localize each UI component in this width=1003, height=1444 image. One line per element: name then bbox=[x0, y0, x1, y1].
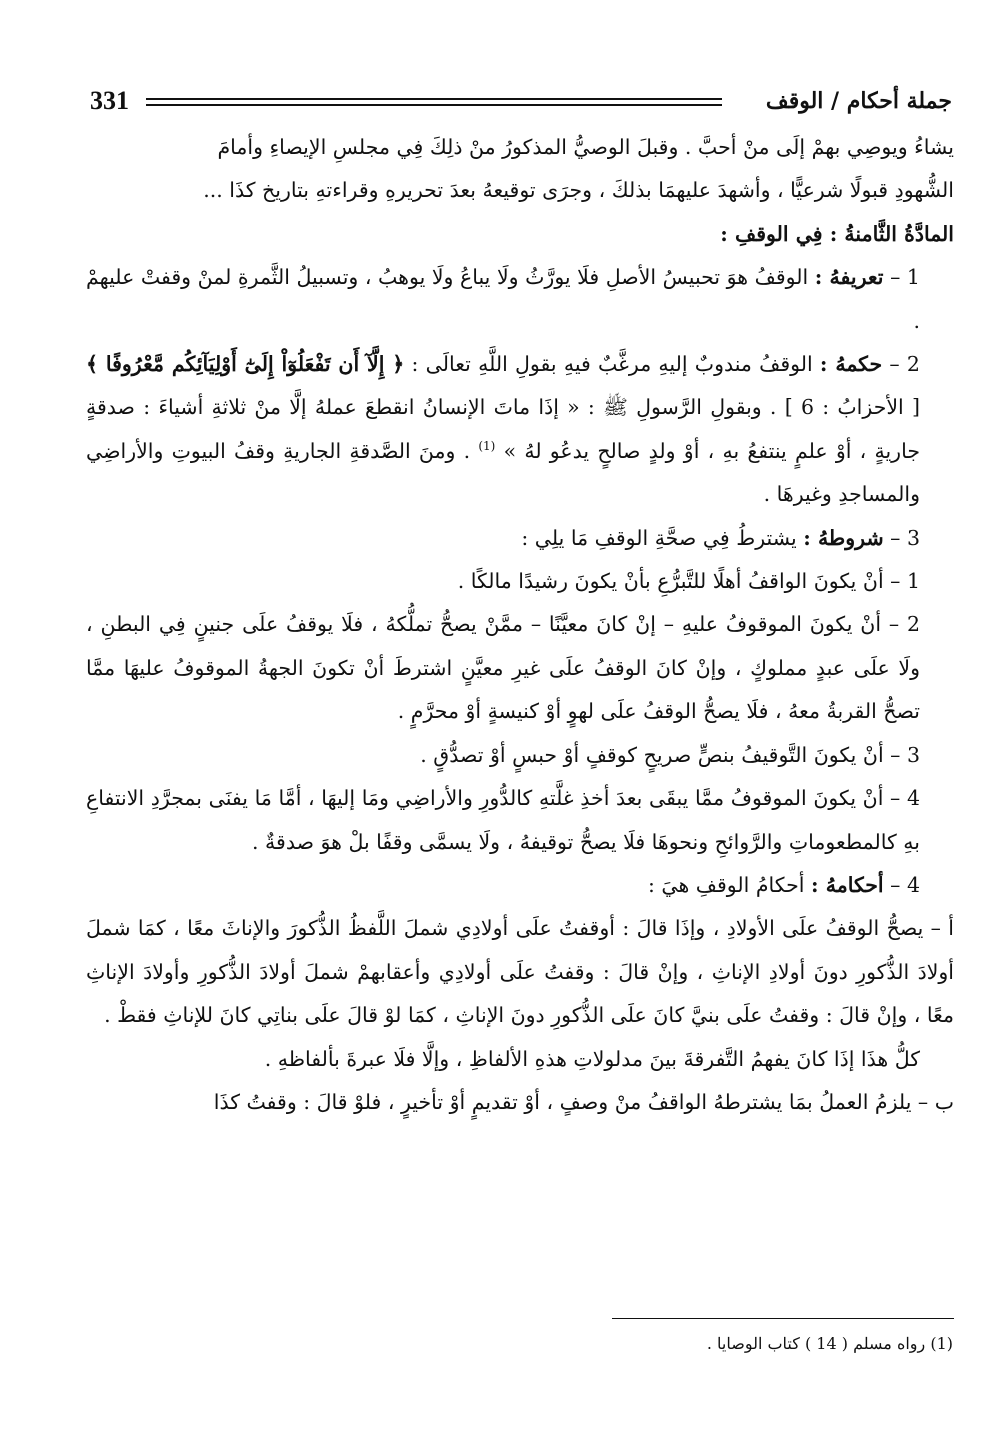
footnote-marker: (1) bbox=[478, 439, 496, 454]
footnote-separator bbox=[612, 1318, 954, 1319]
conditions-number: 3 – bbox=[890, 525, 920, 550]
quran-verse: ﴿ إِلَّآ أَن تَفْعَلُوٓاْ إِلَىٰٓ أَوْلِيَآئِكُم مَّعْرُوفًا ﴾ bbox=[86, 352, 405, 377]
ruling-text-3: . ومنَ الصَّدقةِ الجاريةِ وقفُ البيوتِ والأراضِي والمساجدِ وغيرهَا . bbox=[86, 438, 920, 507]
definition-number: 1 – bbox=[890, 265, 920, 290]
intro-line-2-text: الشُّهودِ قبولًا شرعيًّا ، وأشهدَ عليهمَا بذلكَ ، وجرَى توقيعهُ بعدَ تحريرهِ وقراءتهِ بتاريخ كذَا ... bbox=[203, 178, 954, 203]
rule-b: ب – يلزمُ العملُ بمَا يشترطهُ الواقفُ منْ وصفٍ ، أوْ تقديمٍ أوْ تأخيرٍ ، فلوْ قالَ : وقفتُ كذَا bbox=[213, 1089, 954, 1114]
ruling-text-2: . وبقولِ الرَّسولِ ﷺ : « إذَا ماتَ الإنسانُ انقطعَ عملهُ إلَّا منْ ثلاثةِ أشياءَ : صدقةٍ جاريةٍ ، أوْ علمٍ ينتفعُ بهِ ، أوْ ولدٍ صالحٍ يدعُو لهُ » bbox=[86, 395, 920, 463]
ruling-number: 2 – bbox=[889, 352, 920, 377]
ruling-text-1: الوقفُ مندوبٌ إليهِ مرغَّبٌ فيهِ بقولِ اللَّهِ تعالَى : bbox=[411, 352, 813, 377]
rules-text: أحكامُ الوقفِ هيَ : bbox=[647, 872, 805, 897]
condition-4: 4 – أنْ يكونَ الموقوفُ ممَّا يبقَى بعدَ أخذِ غلَّتهِ كالدُّورِ والأراضِي ومَا إليهَا ، أمَّا مَا يفنَى بمجرَّدِ الانتفاعِ بهِ كالمطعوماتِ والرَّوائحِ ونحوهَا فلَا يصحُّ توقيفهُ ، ولَا يسمَّى وقفًا بلْ هوَ صدقةٌ . bbox=[86, 786, 920, 854]
definition-label: تعريفهُ : bbox=[814, 265, 884, 290]
definition-text: الوقفُ هوَ تحبيسُ الأصلِ فلَا يورَّثُ ولَا يباعُ ولَا يوهبُ ، وتسبيلُ الثَّمرةِ لمنْ وقفتْ عليهمْ . bbox=[86, 265, 920, 333]
rules-label: أحكامهُ : bbox=[811, 872, 884, 897]
page-header bbox=[90, 86, 952, 122]
rule-a: أ – يصحُّ الوقفُ علَى الأولادِ ، وإذَا قالَ : أوقفتُ علَى أولادِي شملَ اللَّفظُ الذُّكورَ والإناثَ معًا ، كمَا شملَ أولادَ الذُّكورِ دونَ أولادِ الإناثِ ، وإنْ قالَ : وقفتُ علَى أولادِي وأعقابهمْ شملَ أولادَ الذُّكورِ وأولادَ الإناثِ معًا ، وإنْ قالَ : وقفتُ علَى بنيَّ كانَ علَى الذُّكورِ دونَ الإناثِ ، كمَا لوْ قالَ علَى بناتِي كانَ للإناثِ فقطْ . bbox=[86, 916, 954, 1028]
header-double-rule bbox=[146, 98, 722, 106]
condition-2: 2 – أنْ يكونَ الموقوفُ عليهِ – إنْ كانَ معيَّنًا – ممَّنْ يصحُّ تملُّكهُ ، فلَا يوقفُ علَى جنينٍ فِي البطنِ ، ولَا علَى عبدٍ مملوكٍ ، وإنْ كانَ الوقفُ علَى غيرِ معيَّنٍ اشترطَ أنْ تكونَ الجهةُ الموقوفُ عليهَا ممَّا تصحُّ القربةُ معهُ ، فلَا يصحُّ الوقفُ علَى لهوٍ أوْ كنيسةٍ أوْ محرَّمٍ . bbox=[86, 612, 920, 724]
conditions-label: شروطهُ : bbox=[803, 525, 884, 550]
condition-3: 3 – أنْ يكونَ التَّوقيفُ بنصٍّ صريحٍ كوقفٍ أوْ حبسٍ أوْ تصدُّقٍ . bbox=[420, 742, 920, 767]
condition-1: 1 – أنْ يكونَ الواقفُ أهلًا للتَّبرُّعِ بأنْ يكونَ رشيدًا مالكًا . bbox=[457, 569, 920, 594]
article-title: المادَّةُ الثَّامنةُ : فِي الوقفِ : bbox=[720, 221, 954, 246]
running-title: جملة أحكام / الوقف bbox=[765, 88, 952, 114]
rules-heading-paragraph bbox=[86, 864, 954, 907]
intro-line-1-text: يشاءُ ويوصِي بهمْ إلَى منْ أحبَّ . وقبلَ الوصيُّ المذكورُ منْ ذلِكَ فِي مجلسِ الإيصاءِ وأمامَ bbox=[217, 135, 954, 159]
footnote: (1) رواه مسلم ( 14 ) كتاب الوصايا . bbox=[706, 1334, 953, 1353]
main-text bbox=[86, 126, 954, 1124]
quran-reference: [ الأحزابُ : 6 ] bbox=[784, 395, 920, 420]
ruling-label: حكمهُ : bbox=[819, 352, 883, 377]
page-number: 331 bbox=[90, 86, 129, 115]
intro-line-1 bbox=[86, 126, 954, 169]
conditions-text: يشترطُ فِي صحَّةِ الوقفِ مَا يلِي : bbox=[521, 525, 797, 550]
definition-paragraph bbox=[86, 256, 954, 343]
conditions-heading-paragraph bbox=[86, 517, 954, 560]
rules-number: 4 – bbox=[890, 872, 920, 897]
rule-a-note: كلُّ هذَا إذَا كانَ يفهمُ التَّفرقةَ بينَ مدلولاتِ هذهِ الألفاظِ ، وإلَّا فلَا عبرةَ بألفاظهِ . bbox=[264, 1046, 920, 1071]
intro-line-2 bbox=[86, 169, 954, 212]
ruling-paragraph bbox=[86, 343, 954, 517]
